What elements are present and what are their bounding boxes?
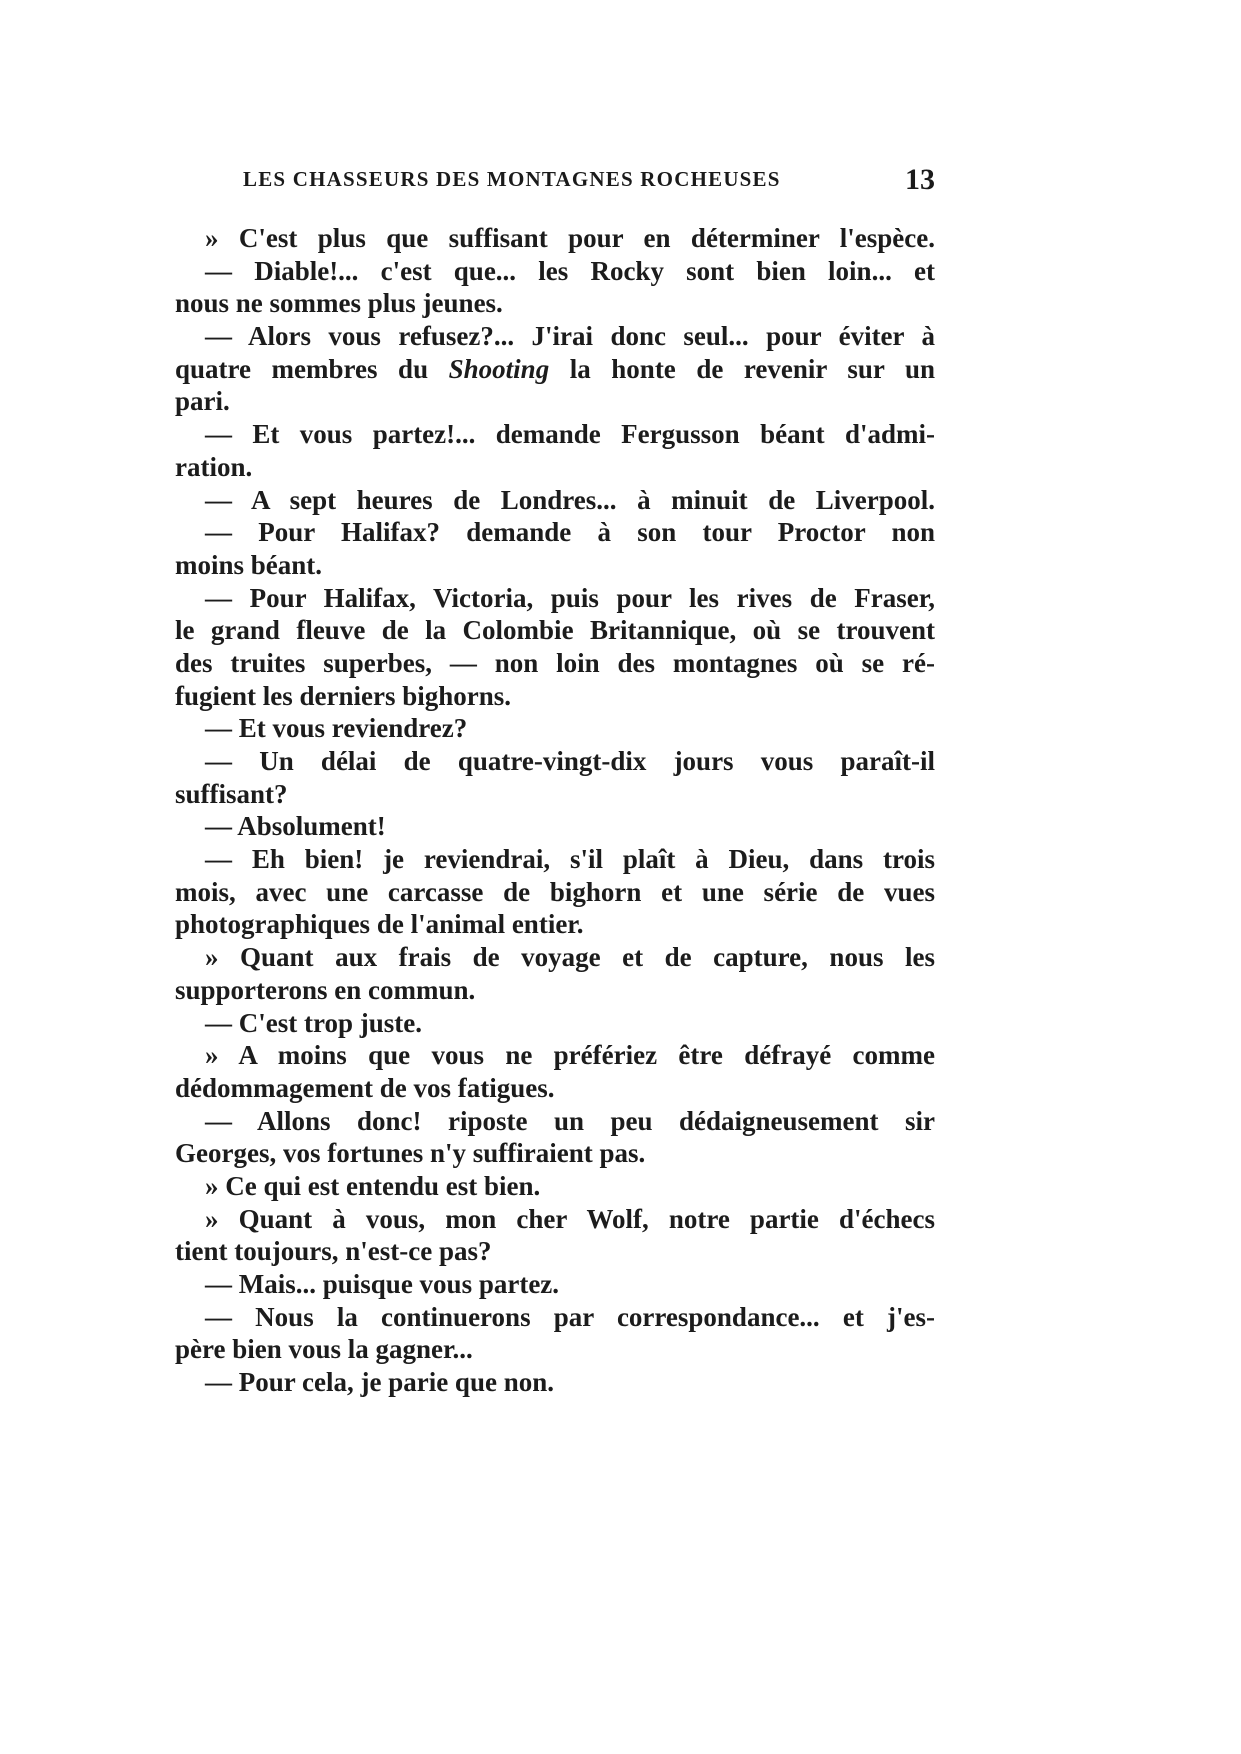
line-text: dédommagement de vos fatigues. bbox=[175, 1072, 555, 1103]
text-line bbox=[175, 876, 935, 909]
text-line bbox=[175, 974, 935, 1007]
text-line bbox=[175, 1007, 935, 1040]
text-line bbox=[175, 255, 935, 288]
line-text: — Et vous reviendrez? bbox=[205, 713, 468, 744]
text-line bbox=[175, 1301, 935, 1334]
line-text: — Nous la continuerons par correspondance... et j'es- bbox=[205, 1301, 935, 1332]
text-line bbox=[175, 680, 935, 713]
text-line bbox=[175, 484, 935, 517]
text-line bbox=[175, 1039, 935, 1072]
line-text: — Allons donc! riposte un peu dédaigneusement sir bbox=[205, 1105, 935, 1136]
page-number: 13 bbox=[905, 163, 935, 196]
text-line bbox=[175, 1203, 935, 1236]
text-line bbox=[175, 1170, 935, 1203]
text-line bbox=[175, 941, 935, 974]
line-text: » A moins que vous ne préfériez être défrayé comme bbox=[205, 1040, 935, 1071]
text-line bbox=[175, 222, 935, 255]
text-line bbox=[175, 1235, 935, 1268]
line-text: ration. bbox=[175, 451, 253, 482]
text-line bbox=[175, 582, 935, 615]
text-line bbox=[175, 614, 935, 647]
text-line bbox=[175, 647, 935, 680]
line-text: père bien vous la gagner... bbox=[175, 1334, 473, 1365]
line-text: tient toujours, n'est-ce pas? bbox=[175, 1236, 492, 1267]
text-line bbox=[175, 908, 935, 941]
text-line bbox=[175, 1268, 935, 1301]
text-line bbox=[175, 287, 935, 320]
line-text: — Diable!... c'est que... les Rocky sont bien loin... et bbox=[205, 255, 935, 286]
line-text: nous ne sommes plus jeunes. bbox=[175, 288, 503, 319]
line-text: — Pour cela, je parie que non. bbox=[205, 1367, 554, 1398]
text-line bbox=[175, 810, 935, 843]
line-text: moins béant. bbox=[175, 549, 323, 580]
line-text: suffisant? bbox=[175, 778, 288, 809]
text-line bbox=[175, 353, 935, 386]
line-text: pari. bbox=[175, 386, 230, 417]
line-text: — C'est trop juste. bbox=[205, 1007, 422, 1038]
line-text: des truites superbes, — non loin des montagnes où se ré- bbox=[175, 647, 935, 678]
line-text: photographiques de l'animal entier. bbox=[175, 909, 584, 940]
line-text: — Et vous partez!... demande Fergusson béant d'admi- bbox=[205, 419, 935, 450]
line-text: » C'est plus que suffisant pour en déterminer l'espèce. bbox=[205, 223, 935, 253]
line-text: Georges, vos fortunes n'y suffiraient pas. bbox=[175, 1138, 646, 1169]
line-text: supporterons en commun. bbox=[175, 974, 476, 1005]
line-text: fugient les derniers bighorns. bbox=[175, 680, 512, 711]
line-text: — Eh bien! je reviendrai, s'il plaît à Dieu, dans trois bbox=[205, 844, 935, 875]
text-line bbox=[175, 1137, 935, 1170]
text-line bbox=[175, 712, 935, 745]
line-text: » Quant aux frais de voyage et de capture, nous les bbox=[205, 942, 935, 973]
text-line bbox=[175, 745, 935, 778]
body-text bbox=[175, 222, 935, 1399]
line-text: » Ce qui est entendu est bien. bbox=[205, 1170, 541, 1201]
text-line bbox=[175, 1333, 935, 1366]
text-line bbox=[175, 1105, 935, 1138]
text-line bbox=[175, 1366, 935, 1399]
line-text: — Pour Halifax? demande à son tour Proctor non bbox=[205, 517, 935, 548]
text-line bbox=[175, 385, 935, 418]
text-line bbox=[175, 1072, 935, 1105]
page-header bbox=[243, 163, 935, 195]
line-text: » Quant à vous, mon cher Wolf, notre partie d'échecs bbox=[205, 1203, 935, 1234]
text-line bbox=[175, 843, 935, 876]
line-text: le grand fleuve de la Colombie Britannique, où se trouvent bbox=[175, 615, 935, 646]
line-text: — Un délai de quatre-vingt-dix jours vous paraît-il bbox=[205, 746, 935, 776]
running-title: LES CHASSEURS DES MONTAGNES ROCHEUSES bbox=[243, 167, 781, 191]
text-line bbox=[175, 320, 935, 353]
line-text-after: la honte de revenir sur un bbox=[549, 353, 935, 384]
text-line bbox=[175, 418, 935, 451]
italic-text: Shooting bbox=[448, 353, 550, 384]
text-line bbox=[175, 549, 935, 582]
line-text: — Mais... puisque vous partez. bbox=[205, 1269, 560, 1299]
line-text: — Alors vous refusez?... J'irai donc seul... pour éviter à bbox=[205, 321, 935, 352]
line-text: — Pour Halifax, Victoria, puis pour les rives de Fraser, bbox=[205, 582, 935, 613]
line-text: quatre membres du bbox=[175, 353, 449, 384]
line-text: — Absolument! bbox=[205, 811, 386, 842]
text-line bbox=[175, 778, 935, 811]
text-line bbox=[175, 516, 935, 549]
text-line bbox=[175, 451, 935, 484]
line-text: mois, avec une carcasse de bighorn et une série de vues bbox=[175, 876, 935, 907]
line-text: — A sept heures de Londres... à minuit de Liverpool. bbox=[205, 484, 935, 515]
